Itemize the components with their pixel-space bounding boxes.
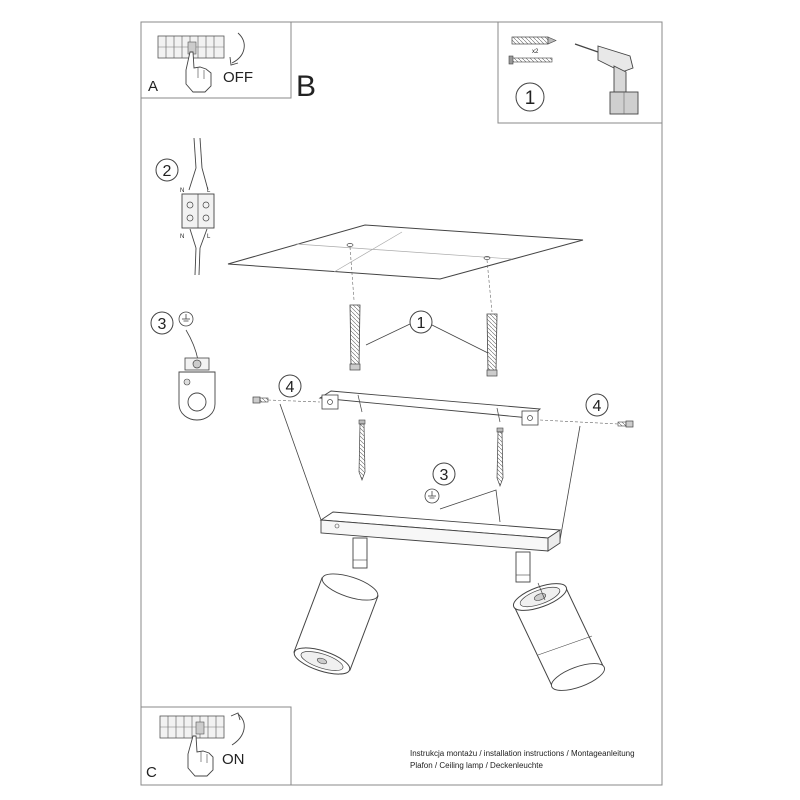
terminal-n-top: N [180, 188, 185, 194]
panel-c [141, 707, 291, 785]
drill-icon [575, 44, 638, 114]
side-screw-right [618, 421, 633, 427]
panel-a-letter: A [148, 78, 159, 95]
step-2-number: 2 [162, 163, 172, 180]
ceiling-plate [228, 225, 583, 312]
panel-b-letter: B [296, 70, 317, 103]
step-3-ground-detail [151, 312, 215, 420]
wall-plug-icon [512, 37, 556, 44]
terminal-l-top: L [207, 188, 211, 194]
drill-step-number: 1 [524, 88, 536, 109]
ground-clamp-icon [179, 358, 215, 420]
step-4-right-number: 4 [592, 398, 602, 415]
footer-line-2: Plafon / Ceiling lamp / Deckenleuchte [410, 760, 543, 770]
ground-symbol-icon [179, 312, 193, 326]
ground-wire [425, 489, 500, 522]
panel-c-letter: C [146, 764, 157, 781]
wall-plug-left [350, 305, 360, 370]
screw-left [359, 420, 365, 480]
footer-caption [410, 748, 635, 771]
panel-a-action: OFF [223, 69, 253, 86]
spotlight-left [291, 538, 380, 679]
mounting-bracket [320, 391, 540, 425]
step-3-main-number: 3 [439, 467, 449, 484]
connector-block-icon [182, 194, 214, 228]
screw-icon [509, 56, 552, 64]
step-2-wiring [156, 138, 214, 275]
step-1-number: 1 [416, 315, 426, 332]
screw-right [497, 428, 503, 486]
hand-pointer-icon [188, 736, 213, 776]
side-screw-left [253, 397, 268, 403]
panel-a [141, 22, 291, 98]
panel-c-action: ON [222, 751, 245, 768]
footer-line-1: Instrukcja montażu / installation instructions / Montageanleitung [410, 749, 635, 758]
rotate-off-arrow-icon [232, 33, 244, 63]
quantity-label: x2 [532, 49, 539, 55]
panel-drill [498, 22, 662, 123]
spotlight-right [510, 552, 607, 696]
rotate-on-arrow-icon [232, 714, 244, 745]
terminal-l-bottom: L [207, 234, 211, 240]
terminal-block-icon [160, 716, 224, 738]
terminal-n-bottom: N [180, 234, 185, 240]
wall-plug-right [487, 314, 497, 376]
step-3-side-number: 3 [157, 316, 167, 333]
step-4-left-number: 4 [285, 379, 295, 396]
